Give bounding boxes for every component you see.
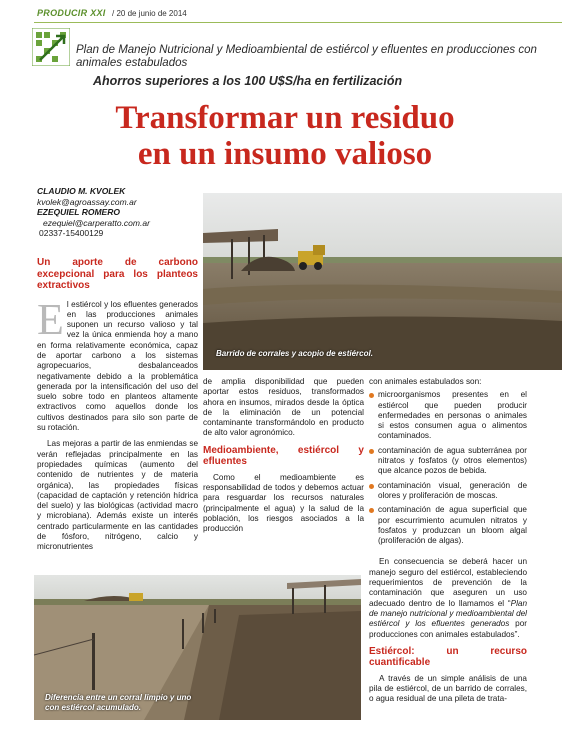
author-2-name: EZEQUIEL ROMERO: [37, 207, 120, 217]
photo-corral-comparacion: [34, 575, 361, 720]
col3-p1-text-a: En consecuencia se deberá hacer un manejo seguro del estiércol, estableciendo requerimientos de prevención de la contaminación que aseguren un uso adecuado dentro de lo llamamos el “: [369, 557, 527, 608]
subhead-carbono: Un aporte de carbono excepcional para los planteos extractivos: [37, 257, 198, 291]
article-kicker: Plan de Manejo Nutricional y Medioambiental de estiércol y efluentes en producciones con animales estabulados: [76, 44, 537, 69]
col2-paragraph-1: de amplia disponibilidad que pueden aportar estos residuos, transformados ahora en insumos, mirados desde la óptica de la eliminación de un potencial contaminante transformándolo en producto de alto valor agronómico.: [203, 377, 364, 438]
subhead-estiercol: Estiércol: un recurso cuantificable: [369, 645, 527, 669]
author-1-name: CLAUDIO M. KVOLEK: [37, 186, 126, 196]
risk-item: contaminación de agua subterránea por nitratos y fosfatos (y otros elementos) que alcance pozos de bebida.: [369, 446, 527, 477]
photo-corrales: [203, 193, 562, 370]
article-deck: Ahorros superiores a los 100 U$S/ha en fertilización: [93, 74, 403, 88]
header-rule: [34, 22, 562, 23]
col2-paragraph-2: Como el medioambiente es responsabilidad de todos y debemos actuar para resguardar los recursos naturales (principalmente el agua) y la salud de la población, los riesgos asociados a la producción: [203, 472, 364, 534]
column-1: [37, 257, 198, 559]
author-1-email: kvolek@agroassay.com.ar: [37, 196, 137, 207]
col3-paragraph-2: A través de un simple análisis de una pila de estiércol, de un barrido de corrales, o agua residual de una pileta de trata-: [369, 673, 527, 704]
risk-item: microorganismos presentes en el estiércol que pueden producir enfermedades en personas o animales si estos consumen agua o alimentos contaminados.: [369, 390, 527, 441]
drop-cap: E: [37, 294, 64, 344]
photo-corrales-caption: Barrido de corrales y acopio de estiércol.: [216, 349, 373, 358]
subhead-medioambiente: Medioambiente, estiércol y efluentes: [203, 444, 364, 468]
risk-item: contaminación visual, generación de olores y proliferación de moscas.: [369, 481, 527, 502]
col3-lead: con animales estabulados son:: [369, 377, 482, 386]
risk-item: contaminación de agua superficial que por escurrimiento acumulen nitratos y fosfatos y produzcan un bloom algal (proliferación de algas).: [369, 505, 527, 546]
col1-paragraph-2: Las mejoras a partir de las enmiendas se verán reflejadas principalmente en las propiedades químicas (aumento del contenido de nutrientes y de materia orgánica), las propiedades físicas (capacidad de captación y retención hídrica del suelo) y las biológicas (actividad macro y microbiana). Además existe un interés centrado particularmente en las cantidades de fósforo, nitrógeno, calcio y micronutrientes: [37, 439, 198, 552]
issue-date: / 20 de junio de 2014: [112, 9, 187, 18]
section-logo-icon: [32, 28, 70, 66]
photo-corrales-image: [203, 193, 562, 370]
col3-p1-text-c: ”.: [514, 629, 520, 639]
author-block: [37, 186, 197, 239]
risk-list: [369, 390, 527, 546]
title-line-1: Transformar un residuo: [115, 100, 455, 136]
photo-comparacion-caption: Diferencia entre un corral limpio y uno con estiércol acumulado.: [45, 693, 192, 712]
article-title: [30, 100, 540, 172]
column-2: [203, 377, 364, 541]
col1-paragraph-1: l estiércol y los efluentes generados en las producciones animales suponen un recurso valioso y tal vez la única enmienda hoy a mano en forma relativamente económica, capaz de aportar carbono a los sistemas agropecuarios, desbalanceados negativamente debido a la problemática generada por la intensificación del uso del suelo sobre todo en planteos altamente extractivos como aquellos donde los cultivos destinados para silo son parte de su rotación.: [37, 299, 198, 433]
column-3: [369, 377, 527, 711]
author-phone: 02337-15400129: [39, 228, 104, 238]
col3-paragraph-1: [369, 557, 527, 639]
magazine-brand: PRODUCIR XXI: [37, 8, 106, 18]
title-line-2: en un insumo valioso: [137, 136, 433, 172]
author-2-email: ezequiel@carperatto.com.ar: [43, 217, 150, 228]
col3-p1-plan-name: Plan de manejo nutricional y medioambiental del estiércol y los efluentes generados: [369, 598, 527, 629]
col3-p1-text-b: por producciones con animales estabulados: [369, 619, 527, 639]
